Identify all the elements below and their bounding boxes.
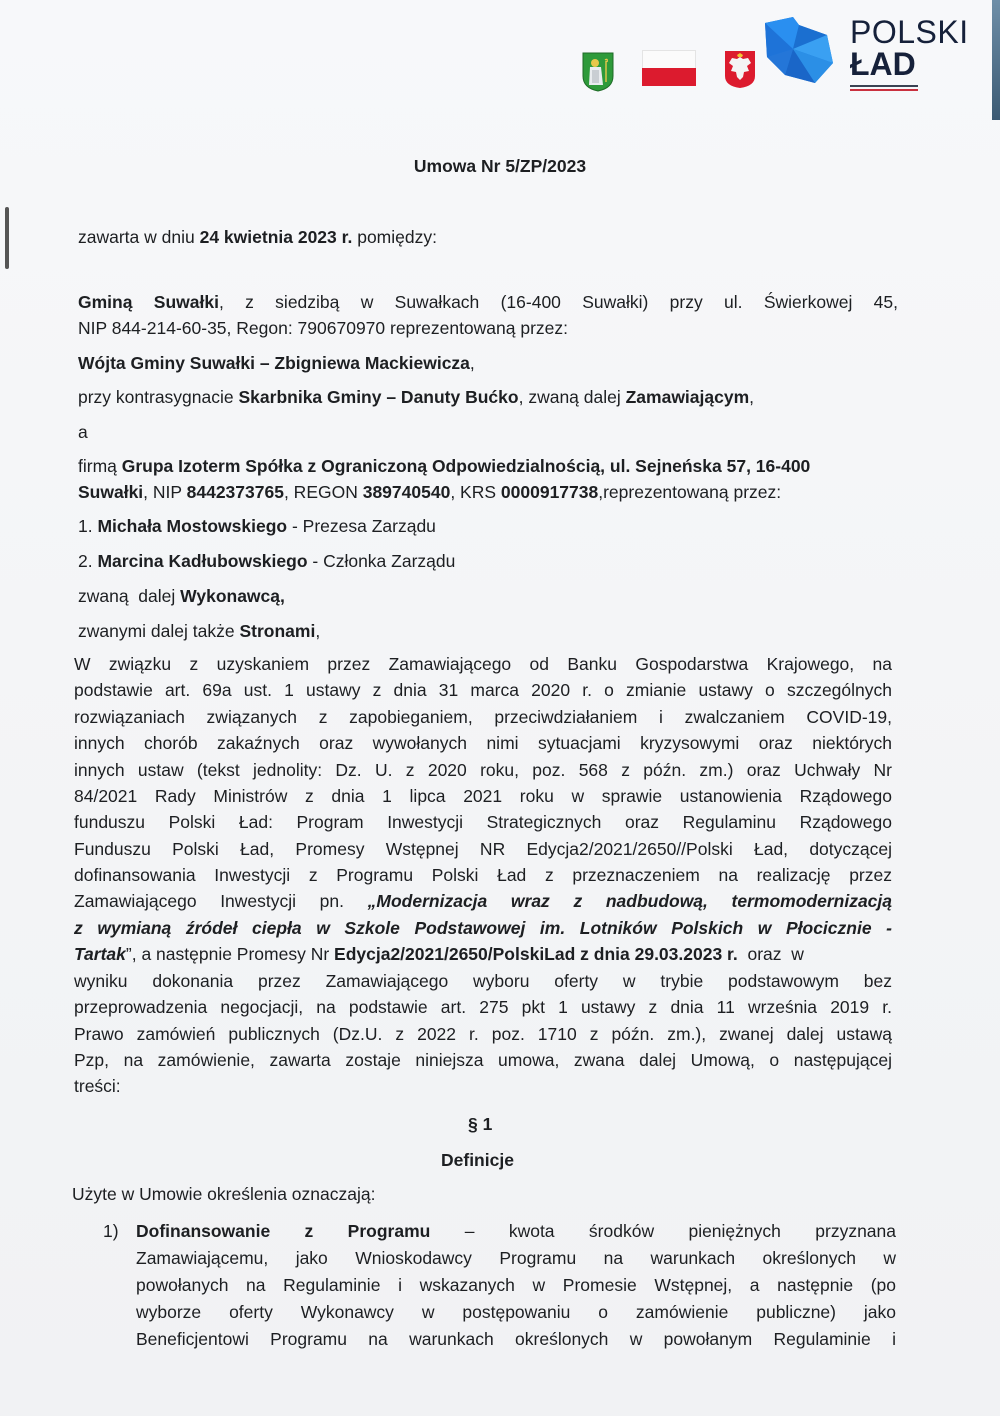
suwalki-coat-of-arms-icon	[582, 52, 614, 92]
party1-countersign: przy kontrasygnacie Skarbnika Gminy – Danuty Bućko, zwaną dalej Zamawiającym,	[78, 387, 755, 407]
preamble-line: Prawo zamówień publicznych (Dz.U. z 2022 r. poz. 1710 z późn. zm.), zwanej dalej ustawą	[74, 1024, 892, 1044]
party2-regon: 389740540	[362, 482, 451, 502]
preamble-line: podstawie art. 69a ust. 1 ustawy z dnia 31 marca 2020 r. o zmianie ustawy o szczególnych	[74, 680, 892, 700]
definition-line: powołanych na Regulaminie i wskazanych w Promesie Wstępnej, a następnie (po	[136, 1275, 896, 1295]
party1-name: Gminą Suwałki	[78, 292, 219, 312]
preamble-line: Pzp, na zamówienie, zawarta zostaje niniejsza umowa, zwana dalej Umową, o następującej	[74, 1050, 892, 1070]
header-logos	[0, 0, 1000, 110]
party2-line2: Suwałki, NIP 8442373765, REGON 389740540, KRS 0000917738,reprezentowaną przez:	[78, 482, 782, 502]
party2-krs: 0000917738	[500, 482, 599, 502]
parties-designation: zwanymi dalej także Stronami,	[78, 621, 321, 641]
contract-date: 24 kwietnia 2023 r.	[199, 227, 353, 247]
preamble-investment-line1: Zamawiającego Inwestycji pn. „Modernizacja wraz z nadbudową, termomodernizacją	[74, 891, 893, 911]
section-title: Definicje	[441, 1150, 514, 1170]
polish-eagle-icon	[724, 50, 756, 89]
party2-name: Grupa Izoterm Spółka z Ograniczoną Odpowiedzialnością, ul. Sejneńska 57, 16-400	[121, 456, 811, 476]
definition-line: wyborze oferty Wykonawcy w postępowaniu o zamówienie publiczne) jako	[136, 1302, 896, 1322]
section-number: § 1	[468, 1114, 493, 1134]
preamble-investment-line2: z wymianą źródeł ciepła w Szkole Podstawowej im. Lotników Polskich w Płocicznie -	[74, 918, 892, 938]
party2-rep-2: 2. Marcina Kadłubowskiego - Członka Zarządu	[78, 551, 456, 571]
preamble-line: innych chorób zakaźnych oraz wywołanych nimi sytuacjami kryzysowymi oraz niektórych	[74, 733, 892, 753]
preamble-line: Funduszu Polski Ład, Promesy Wstępnej NR Edycja2/2021/2650//Polski Ład, dotyczącej	[74, 839, 892, 859]
preamble-line: innych ustaw (tekst jednolity: Dz. U. z 2020 roku, poz. 568 z późn. zm.) oraz Uchwały Nr	[74, 760, 892, 780]
party2-rep-1: 1. Michała Mostowskiego - Prezesa Zarządu	[78, 516, 436, 536]
polski-lad-map-icon	[763, 15, 835, 87]
brand-underline	[850, 85, 918, 91]
preamble-line: funduszu Polski Ład: Program Inwestycji Strategicznych oraz Regulaminu Rządowego	[74, 812, 892, 832]
definition-line: Zamawiającemu, jako Wnioskodawcy Programu na warunkach określonych w	[136, 1248, 896, 1268]
preamble-line: W związku z uzyskaniem przez Zamawiającego od Banku Gospodarstwa Krajowego, na	[74, 654, 892, 674]
preamble-line: dofinansowania Inwestycji z Programu Polski Ład z przeznaczeniem na realizację przez	[74, 865, 892, 885]
preamble-line: treści:	[74, 1076, 121, 1096]
brand-line-1: POLSKI	[850, 14, 969, 50]
party2-line1: firmą Grupa Izoterm Spółka z Ograniczoną Odpowiedzialnością, ul. Sejneńska 57, 16-400	[78, 456, 811, 476]
polski-lad-logo-text	[850, 16, 970, 93]
preamble-line: przeprowadzenia negocjacji, na podstawie art. 275 pkt 1 ustawy z dnia 11 września 2019 r.	[74, 997, 892, 1017]
definition-term: Dofinansowanie z Programu	[136, 1221, 431, 1241]
date-line: zawarta w dniu 24 kwietnia 2023 r. pomiędzy:	[78, 227, 437, 247]
party2-nip: 8442373765	[186, 482, 284, 502]
conjunction: a	[78, 422, 88, 442]
preamble-investment-line3: Tartak”, a następnie Promesy Nr Edycja2/2021/2650/PolskiLad z dnia 29.03.2023 r. oraz w	[74, 944, 804, 964]
definition-line: Beneficjentowi Programu na warunkach określonych w powołanym Regulaminie i	[136, 1329, 896, 1349]
contract-title: Umowa Nr 5/ZP/2023	[413, 156, 587, 176]
contractor-designation: zwaną dalej Wykonawcą,	[78, 586, 285, 606]
section-intro: Użyte w Umowie określenia oznaczają:	[72, 1184, 376, 1204]
definition-number: 1)	[103, 1221, 119, 1241]
binder-mark	[5, 207, 9, 269]
party1-representative: Wójta Gminy Suwałki – Zbigniewa Mackiewicza,	[78, 353, 475, 373]
preamble-line: rozwiązaniach związanych z zapobieganiem, przeciwdziałaniem i zwalczaniem COVID-19,	[74, 707, 892, 727]
promesa-number: Edycja2/2021/2650/PolskiLad z dnia 29.03.2023 r.	[334, 944, 738, 964]
party1-line2: NIP 844-214-60-35, Regon: 790670970 reprezentowaną przez:	[78, 318, 569, 338]
preamble-line: 84/2021 Rady Ministrów z dnia 1 lipca 2021 roku w sprawie ustanowienia Rządowego	[74, 786, 892, 806]
party1-line1: Gminą Suwałki, z siedzibą w Suwałkach (16-400 Suwałki) przy ul. Świerkowej 45,	[78, 292, 898, 312]
polish-flag-icon	[642, 50, 696, 86]
definition-line1: Dofinansowanie z Programu – kwota środków pieniężnych przyznana	[136, 1221, 896, 1241]
preamble-line: wyniku dokonania przez Zamawiającego wyboru oferty w trybie podstawowym bez	[74, 971, 892, 991]
brand-line-2: ŁAD	[850, 46, 916, 82]
